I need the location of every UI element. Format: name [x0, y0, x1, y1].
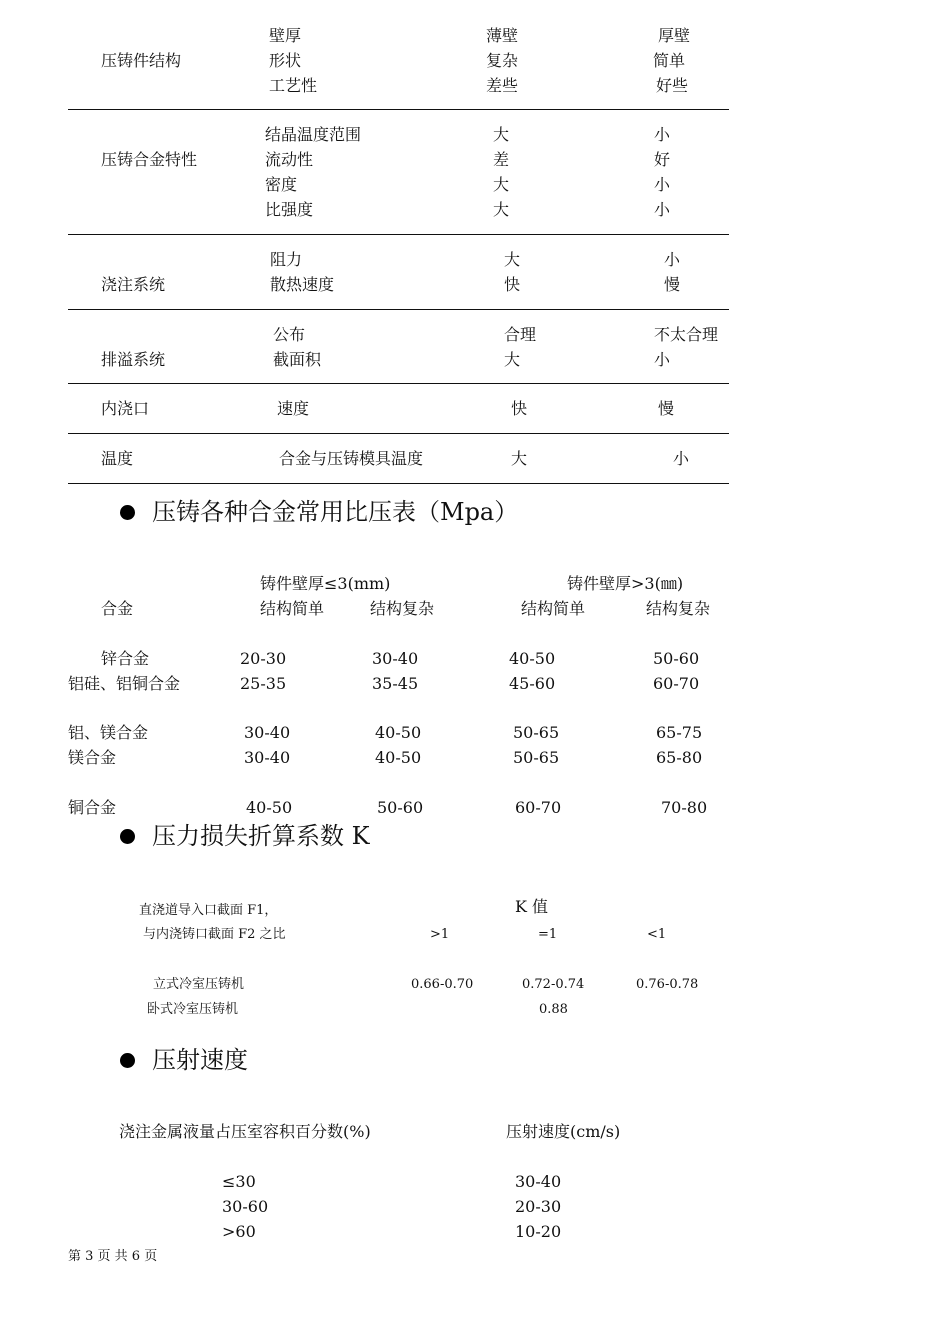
k-value: 0.76-0.78 [636, 977, 699, 992]
group-header-thick: 铸件壁厚>3(㎜) [567, 574, 684, 593]
factor-item: 壁厚 [269, 26, 302, 45]
factor-item: 公布 [273, 325, 306, 344]
factor-value-a: 大 [493, 175, 510, 194]
factor-value-a: 合理 [504, 325, 537, 344]
group-label-alloy: 压铸合金特性 [101, 150, 198, 169]
factor-value-a: 大 [504, 350, 521, 369]
factor-value-b: 小 [664, 250, 681, 269]
factor-value-b: 好些 [656, 76, 689, 95]
section-heading: 压力损失折算系数 K [152, 822, 370, 850]
pressure-value: 50-65 [513, 723, 560, 742]
alloy-name: 铜合金 [68, 798, 117, 817]
factor-item: 结晶温度范围 [265, 125, 362, 144]
fill-value: ≤30 [222, 1172, 256, 1191]
column-header-complex: 结构复杂 [370, 599, 435, 618]
factor-value-a: 大 [493, 200, 510, 219]
page-footer: 第 3 页 共 6 页 [68, 1249, 158, 1264]
alloy-name: 铝硅、铝铜合金 [68, 674, 181, 693]
pressure-value: 35-45 [372, 674, 419, 693]
k-value: 0.66-0.70 [411, 977, 474, 992]
pressure-value: 65-80 [656, 748, 703, 767]
ratio-label: 直浇道导入口截面 F1， [139, 903, 278, 918]
pressure-value: 40-50 [246, 798, 293, 817]
column-header-simple: 结构简单 [260, 599, 325, 618]
bullet-icon [120, 505, 135, 520]
ratio-label: 与内浇铸口截面 F2 之比 [143, 927, 286, 942]
table-divider [68, 109, 729, 110]
pressure-value: 50-60 [377, 798, 424, 817]
pressure-value: 70-80 [661, 798, 708, 817]
section-heading: 压铸各种合金常用比压表（Mpa） [152, 498, 519, 526]
ratio-condition: <1 [647, 927, 667, 942]
group-label-temperature: 温度 [101, 449, 134, 468]
factor-item: 流动性 [265, 150, 314, 169]
column-header-alloy: 合金 [101, 599, 134, 618]
table-divider [68, 383, 729, 384]
k-value-header: K 值 [515, 897, 549, 916]
pressure-value: 25-35 [240, 674, 287, 693]
column-header-speed: 压射速度(cm/s) [506, 1122, 621, 1141]
factor-value-b: 小 [654, 200, 671, 219]
pressure-value: 20-30 [240, 649, 287, 668]
factor-value-b: 慢 [664, 275, 681, 294]
column-header-complex: 结构复杂 [646, 599, 711, 618]
factor-value-a: 快 [504, 275, 521, 294]
factor-value-a: 大 [493, 125, 510, 144]
factor-value-b: 好 [654, 150, 671, 169]
speed-value: 30-40 [515, 1172, 562, 1191]
factor-value-b: 小 [654, 350, 671, 369]
column-header-simple: 结构简单 [521, 599, 586, 618]
pressure-value: 65-75 [656, 723, 703, 742]
table-divider [68, 483, 729, 484]
table-divider [68, 309, 729, 310]
pressure-value: 40-50 [375, 748, 422, 767]
factor-item: 工艺性 [269, 76, 318, 95]
speed-value: 20-30 [515, 1197, 562, 1216]
table-divider [68, 234, 729, 235]
factor-item: 截面积 [273, 350, 322, 369]
pressure-value: 40-50 [509, 649, 556, 668]
k-value: 0.72-0.74 [522, 977, 585, 992]
pressure-value: 30-40 [372, 649, 419, 668]
factor-item: 阻力 [270, 250, 303, 269]
pressure-value: 50-60 [653, 649, 700, 668]
pressure-value: 30-40 [244, 723, 291, 742]
factor-value-a: 复杂 [486, 51, 519, 70]
alloy-name: 锌合金 [101, 649, 150, 668]
group-label-structure: 压铸件结构 [101, 51, 182, 70]
speed-value: 10-20 [515, 1222, 562, 1241]
factor-value-b: 不太合理 [654, 325, 719, 344]
pressure-value: 30-40 [244, 748, 291, 767]
factor-value-a: 大 [504, 250, 521, 269]
factor-value-b: 厚壁 [658, 26, 691, 45]
factor-item: 形状 [269, 51, 302, 70]
factor-value-b: 小 [654, 175, 671, 194]
group-label-gating: 浇注系统 [101, 275, 166, 294]
pressure-value: 60-70 [653, 674, 700, 693]
k-value: 0.88 [539, 1002, 568, 1017]
machine-label: 立式冷室压铸机 [153, 977, 245, 992]
factor-value-a: 差 [493, 150, 510, 169]
group-label-gate: 内浇口 [101, 399, 150, 418]
pressure-value: 60-70 [515, 798, 562, 817]
pressure-value: 40-50 [375, 723, 422, 742]
factor-value-a: 差些 [486, 76, 519, 95]
factor-value-b: 小 [673, 449, 690, 468]
group-label-overflow: 排溢系统 [101, 350, 166, 369]
factor-value-b: 小 [654, 125, 671, 144]
factor-value-a: 快 [511, 399, 528, 418]
pressure-value: 50-65 [513, 748, 560, 767]
factor-value-a: 薄壁 [486, 26, 519, 45]
factor-item: 密度 [265, 175, 298, 194]
alloy-name: 镁合金 [68, 748, 117, 767]
group-header-thin: 铸件壁厚≤3(mm) [260, 574, 391, 593]
pressure-value: 45-60 [509, 674, 556, 693]
alloy-name: 铝、镁合金 [68, 723, 149, 742]
factor-item: 合金与压铸模具温度 [279, 449, 424, 468]
fill-value: >60 [222, 1222, 256, 1241]
factor-item: 比强度 [265, 200, 314, 219]
section-heading: 压射速度 [152, 1046, 248, 1074]
factor-item: 散热速度 [270, 275, 335, 294]
bullet-icon [120, 1053, 135, 1068]
ratio-condition: =1 [538, 927, 558, 942]
machine-label: 卧式冷室压铸机 [147, 1002, 239, 1017]
factor-item: 速度 [277, 399, 310, 418]
factor-value-a: 大 [511, 449, 528, 468]
fill-value: 30-60 [222, 1197, 269, 1216]
bullet-icon [120, 829, 135, 844]
factor-value-b: 慢 [658, 399, 675, 418]
table-divider [68, 433, 729, 434]
factor-value-b: 简单 [653, 51, 686, 70]
ratio-condition: >1 [430, 927, 450, 942]
column-header-fill: 浇注金属液量占压室容积百分数(%) [119, 1122, 371, 1141]
